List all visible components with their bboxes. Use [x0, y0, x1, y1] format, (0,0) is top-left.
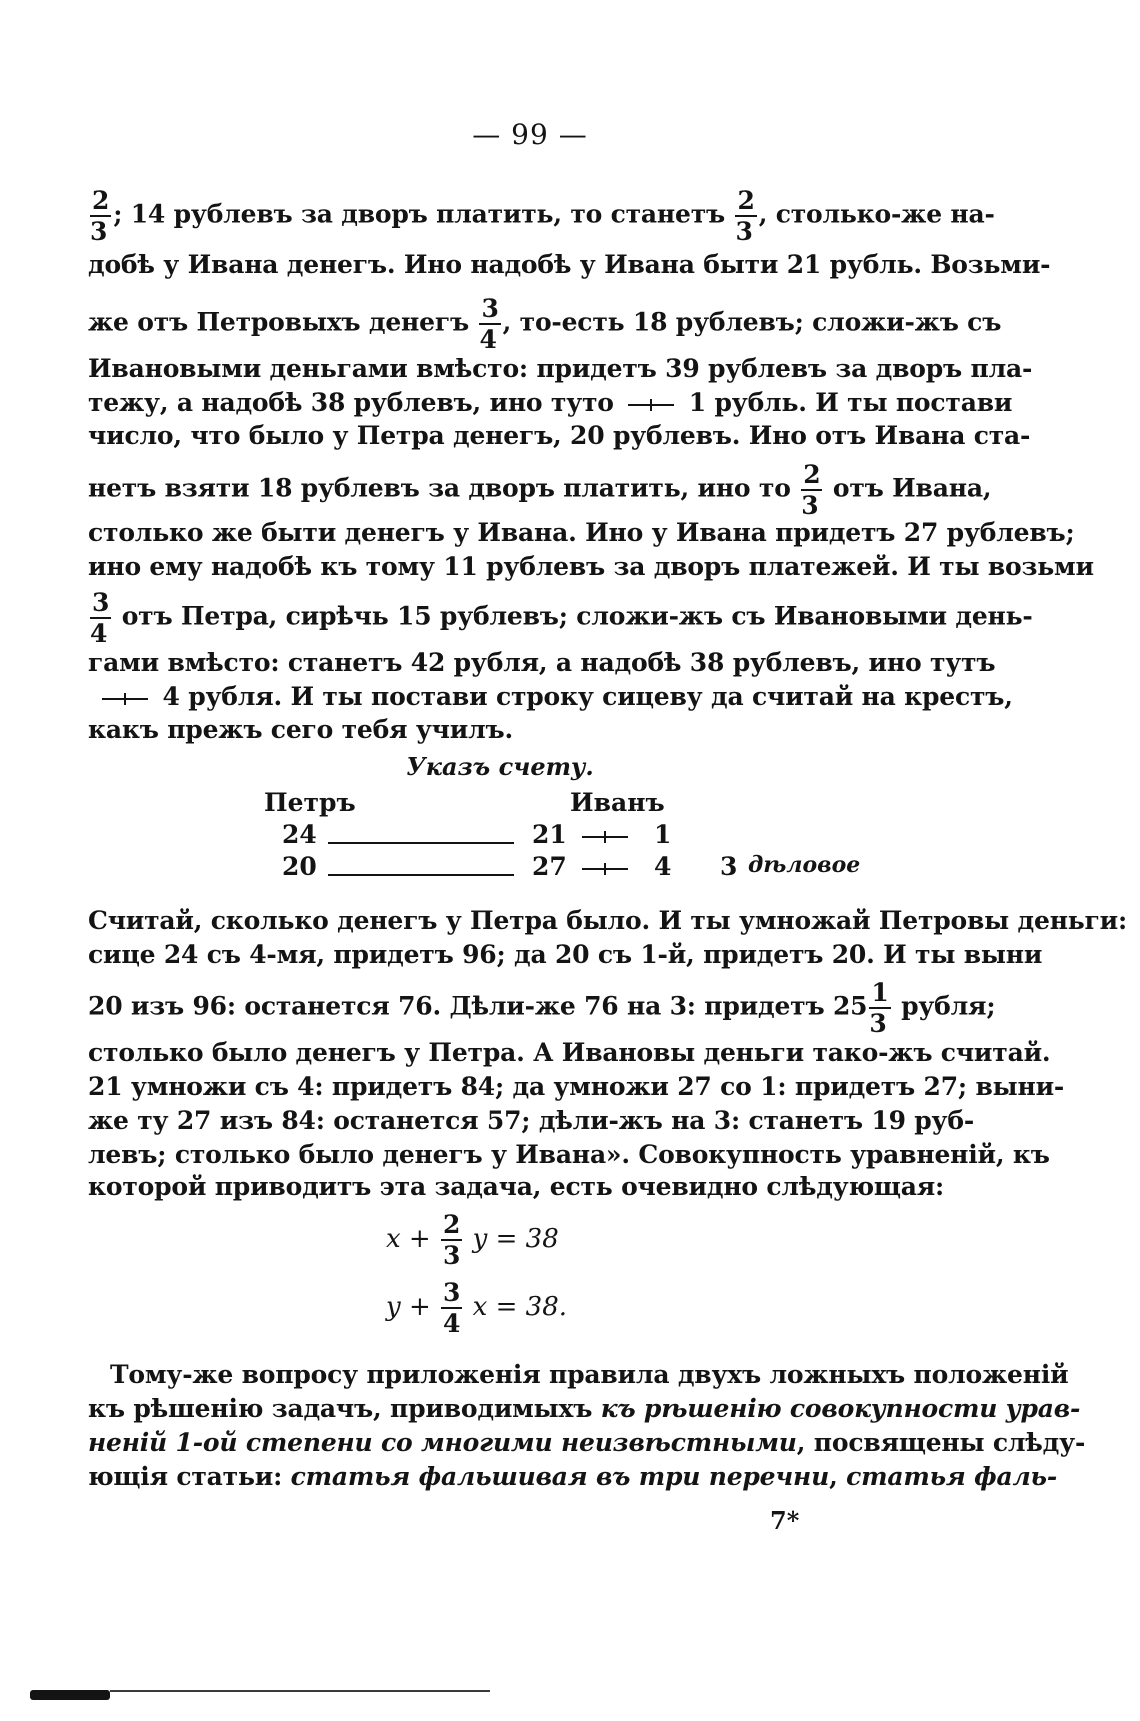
- p1-line-7: [88, 460, 992, 520]
- text: 1 рубль. И ты постави: [680, 388, 1013, 417]
- connector-line: [328, 842, 514, 844]
- col-label-petr: Петръ: [264, 788, 356, 817]
- fraction-denominator: 3: [869, 1009, 887, 1038]
- fraction-denominator: 3: [442, 1241, 461, 1270]
- fraction: [869, 980, 890, 1036]
- text: 4 рубля. И ты постави строку сицеву да считай на крестъ,: [154, 682, 1013, 711]
- text: ,: [829, 1462, 847, 1491]
- table-heading: Указъ счету.: [406, 752, 594, 781]
- cross-mark: [576, 820, 634, 849]
- scan-edge-line: [110, 1690, 490, 1692]
- diff-value-1: 1: [654, 820, 672, 849]
- fraction-numerator: 1: [871, 978, 889, 1007]
- cross-mark: [102, 698, 148, 700]
- p2-line-4: столько было денегъ у Петра. А Ивановы деньги тако-жъ считай.: [88, 1038, 1051, 1067]
- text: отъ Петра, сирѣчь 15 рублевъ; сложи-жъ съ Ивановыми день-: [113, 601, 1033, 631]
- p1-line-4: Ивановыми деньгами вмѣсто: придетъ 39 рублевъ за дворъ пла-: [88, 354, 1033, 383]
- p2-line-1: Считай, сколько денегъ у Петра было. И ты умножай Петровы деньги:: [88, 906, 1128, 935]
- p1-line-3: [88, 294, 1002, 354]
- fraction-numerator: 3: [92, 588, 110, 617]
- p1-line-10: [88, 588, 1033, 648]
- italic-text: статья фальшивая въ три перечни: [290, 1462, 830, 1491]
- fraction: [441, 1212, 462, 1268]
- p1-line-8: столько же быти денегъ у Ивана. Ино у Ивана придетъ 27 рублевъ;: [88, 518, 1075, 547]
- fraction: [90, 590, 111, 646]
- italic-text: неній 1-ой степени со многими неизвѣстными: [88, 1428, 797, 1457]
- italic-text: къ рѣшенію совокупности урав-: [600, 1394, 1081, 1423]
- equation-rhs: y = 38: [464, 1224, 559, 1254]
- text: рубля;: [892, 991, 996, 1021]
- fraction-denominator: 4: [443, 1309, 461, 1338]
- p3-line-4: [88, 1460, 1058, 1494]
- fraction: [735, 188, 756, 244]
- text: 20 изъ 96: останется 76. Дѣли-же 76 на 3: придетъ 25: [88, 991, 868, 1021]
- fraction-denominator: 3: [90, 217, 108, 246]
- fraction-numerator: 2: [737, 186, 755, 215]
- fraction-numerator: 3: [481, 294, 499, 323]
- p2-line-8: которой приводитъ эта задача, есть очевидно слѣдующая:: [88, 1172, 945, 1201]
- p1-line-6: число, что было у Петра денегъ, 20 рублевъ. Ино отъ Ивана ста-: [88, 421, 1031, 450]
- fraction-denominator: 3: [735, 217, 753, 246]
- divisor-value: 3: [720, 852, 738, 881]
- p1-line-5: [88, 386, 1013, 420]
- fraction-numerator: 2: [92, 186, 110, 215]
- text: отъ Ивана,: [824, 473, 992, 503]
- text: ющія статьи:: [88, 1462, 291, 1491]
- p3-line-2: [88, 1392, 1081, 1426]
- italic-text: статья фаль-: [846, 1462, 1058, 1491]
- ivan-value-2: 27: [532, 852, 567, 881]
- text: ; 14 рублевъ за дворъ платить, то станетъ: [113, 199, 734, 229]
- p2-line-5: 21 умножи съ 4: придетъ 84; да умножи 27 со 1: придетъ 27; выни-: [88, 1072, 1065, 1101]
- text: , то-есть 18 рублевъ; сложи-жъ съ: [502, 307, 1002, 337]
- connector-line: [328, 874, 514, 876]
- p1-line-2: добѣ у Ивана денегъ. Ино надобѣ у Ивана быти 21 рубль. Возьми-: [88, 250, 1051, 279]
- text: нетъ взяти 18 рублевъ за дворъ платить, ино то: [88, 473, 800, 503]
- fraction-numerator: 2: [442, 1210, 461, 1239]
- fraction: [441, 1280, 462, 1336]
- cross-mark: [576, 852, 634, 881]
- equation-1: [386, 1212, 559, 1268]
- text: къ рѣшенію задачъ, приводимыхъ: [88, 1394, 601, 1423]
- p1-line-13: какъ прежъ сего тебя училъ.: [88, 715, 514, 744]
- petr-value-1: 24: [282, 820, 317, 849]
- fraction: [801, 462, 822, 518]
- p2-line-6: же ту 27 изъ 84: останется 57; дѣли-жъ на 3: станетъ 19 руб-: [88, 1106, 974, 1135]
- fraction-denominator: 4: [479, 325, 497, 354]
- fraction-numerator: 3: [443, 1278, 461, 1307]
- p1-line-9: ино ему надобѣ къ тому 11 рублевъ за дворъ платежей. И ты возьми: [88, 552, 1094, 581]
- equation-lhs: y +: [386, 1292, 440, 1322]
- text: же отъ Петровыхъ денегъ: [88, 307, 478, 337]
- text: , посвящены слѣду-: [796, 1428, 1086, 1457]
- scan-smudge: [30, 1690, 110, 1700]
- p3-line-3: [88, 1426, 1086, 1460]
- fraction-numerator: 2: [803, 460, 821, 489]
- text: тежу, а надобѣ 38 рублевъ, ино туто: [88, 388, 623, 417]
- p1-line-1: [88, 186, 995, 246]
- p2-line-3: [88, 978, 996, 1038]
- col-label-ivan: Иванъ: [570, 788, 665, 817]
- cross-mark: [628, 404, 674, 406]
- fraction: [479, 296, 500, 352]
- signature-mark: 7*: [770, 1506, 800, 1535]
- p2-line-7: левъ; столько было денегъ у Ивана». Совокупность уравненій, къ: [88, 1140, 1050, 1169]
- diff-value-2: 4: [654, 852, 672, 881]
- p2-line-2: сице 24 съ 4-мя, придетъ 96; да 20 съ 1-й, придетъ 20. И ты выни: [88, 940, 1043, 969]
- fraction: [90, 188, 111, 244]
- divisor-label: дѣловое: [748, 852, 861, 878]
- text: , столько-же на-: [758, 199, 995, 229]
- petr-value-2: 20: [282, 852, 317, 881]
- equation-2: [386, 1280, 567, 1336]
- page-number: — 99 —: [472, 118, 588, 151]
- equation-rhs: x = 38.: [464, 1292, 568, 1322]
- p1-line-12: [88, 680, 1013, 714]
- equation-lhs: x +: [386, 1224, 439, 1254]
- fraction-denominator: 3: [801, 491, 819, 520]
- p1-line-11: гами вмѣсто: станетъ 42 рубля, а надобѣ 38 рублевъ, ино тутъ: [88, 648, 996, 677]
- p3-line-1: Тому-же вопросу приложенія правила двухъ ложныхъ положеній: [110, 1360, 1069, 1389]
- fraction-denominator: 4: [90, 619, 108, 648]
- ivan-value-1: 21: [532, 820, 567, 849]
